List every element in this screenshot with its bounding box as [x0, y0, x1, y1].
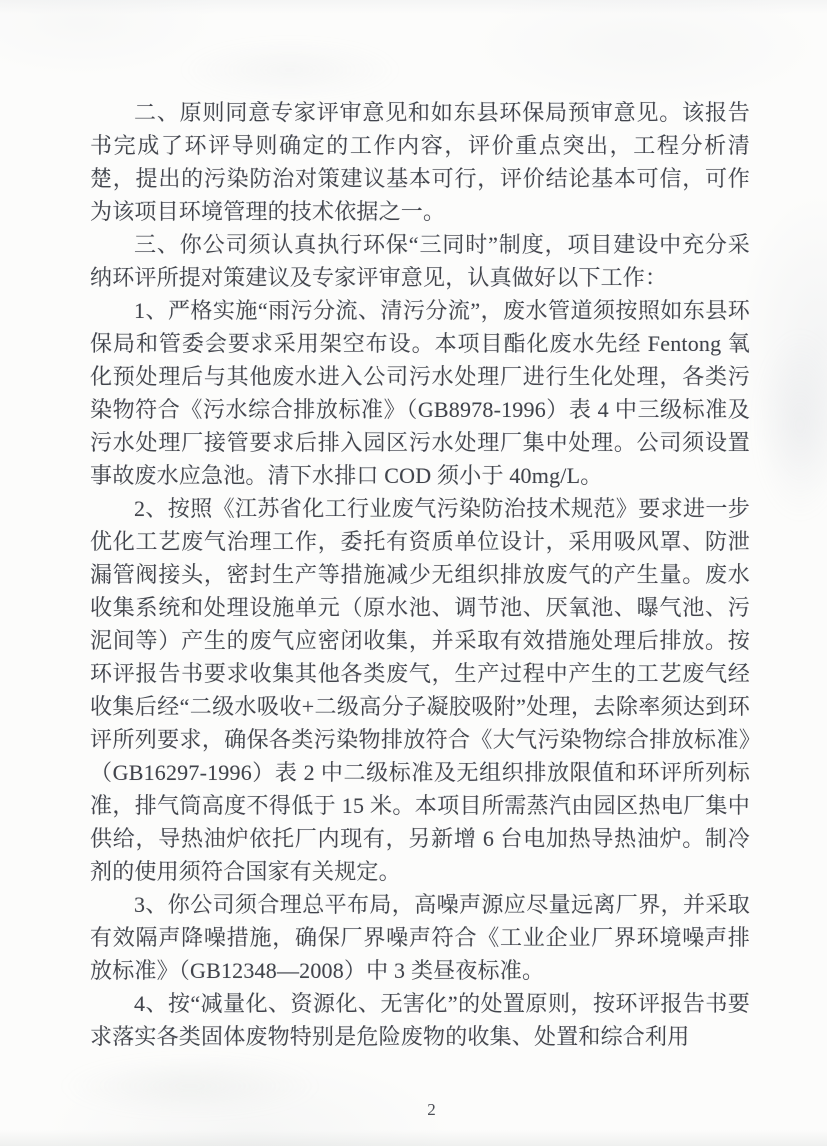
scan-artifact [180, 40, 400, 100]
paragraph-section-3-three-simultaneity: 三、你公司须认真执行环保“三同时”制度，项目建设中充分采纳环评所提对策建议及专家评审意见，认真做好以下工作： [90, 232, 750, 290]
paragraph-section-2-approval-opinion: 二、原则同意专家评审意见和如东县环保局预审意见。该报告书完成了环评导则确定的工作内容，评价重点突出，工程分析清楚，提出的污染防治对策建议基本可行，评价结论基本可信，可作为该项目环境管理的技术依据之一。 [90, 100, 750, 224]
paragraph-item-3-noise: 3、你公司须合理总平布局，高噪声源应尽量远离厂界，并采取有效隔声降噪措施，确保厂界噪声符合《工业企业厂界环境噪声排放标准》（GB12348—2008）中 3 类昼夜标准。 [90, 892, 750, 983]
page-number: 2 [427, 1100, 436, 1119]
scan-artifact [755, 330, 827, 520]
paragraph-item-2-waste-gas: 2、按照《江苏省化工行业废气污染防治技术规范》要求进一步优化工艺废气治理工作，委托有资质单位设计，采用吸风罩、防泄漏管阀接头，密封生产等措施减少无组织排放废气的产生量。废水收集系统和处理设施单元（原水池、调节池、厌氧池、曝气池、污泥间等）产生的废气应密闭收集，并采取有效措施处理后排放。按环评报告书要求收集其他各类废气，生产过程中产生的工艺废气经收集后经“二级水吸收+二级高分子凝胶吸附”处理，去除率须达到环评所列要求，确保各类污染物排放符合《大气污染物综合排放标准》（GB16297-1996）表 2 中二级标准及无组织排放限值和环评所列标准，排气筒高度不得低于 15 米。本项目所需蒸汽由园区热电厂集中供给，导热油炉依托厂内现有，另新增 6 台电加热导热油炉。制冷剂的使用须符合国家有关规定。 [90, 496, 750, 884]
document-body [90, 96, 750, 1053]
paragraph-item-4-solid-waste: 4、按“减量化、资源化、无害化”的处置原则，按环评报告书要求落实各类固体废物特别是危险废物的收集、处置和综合利用 [90, 991, 750, 1049]
paragraph-item-1-wastewater: 1、严格实施“雨污分流、清污分流”，废水管道须按照如东县环保局和管委会要求采用架空布设。本项目酯化废水先经 Fentong 氧化预处理后与其他废水进入公司污水处理厂进行生化处理，各类污染物符合《污水综合排放标准》（GB8978-1996）表 4 中三级标准及污水处理厂接管要求后排入园区污水处理厂集中处理。公司须设置事故废水应急池。清下水排口 COD 须小于 40mg/L。 [90, 298, 750, 488]
